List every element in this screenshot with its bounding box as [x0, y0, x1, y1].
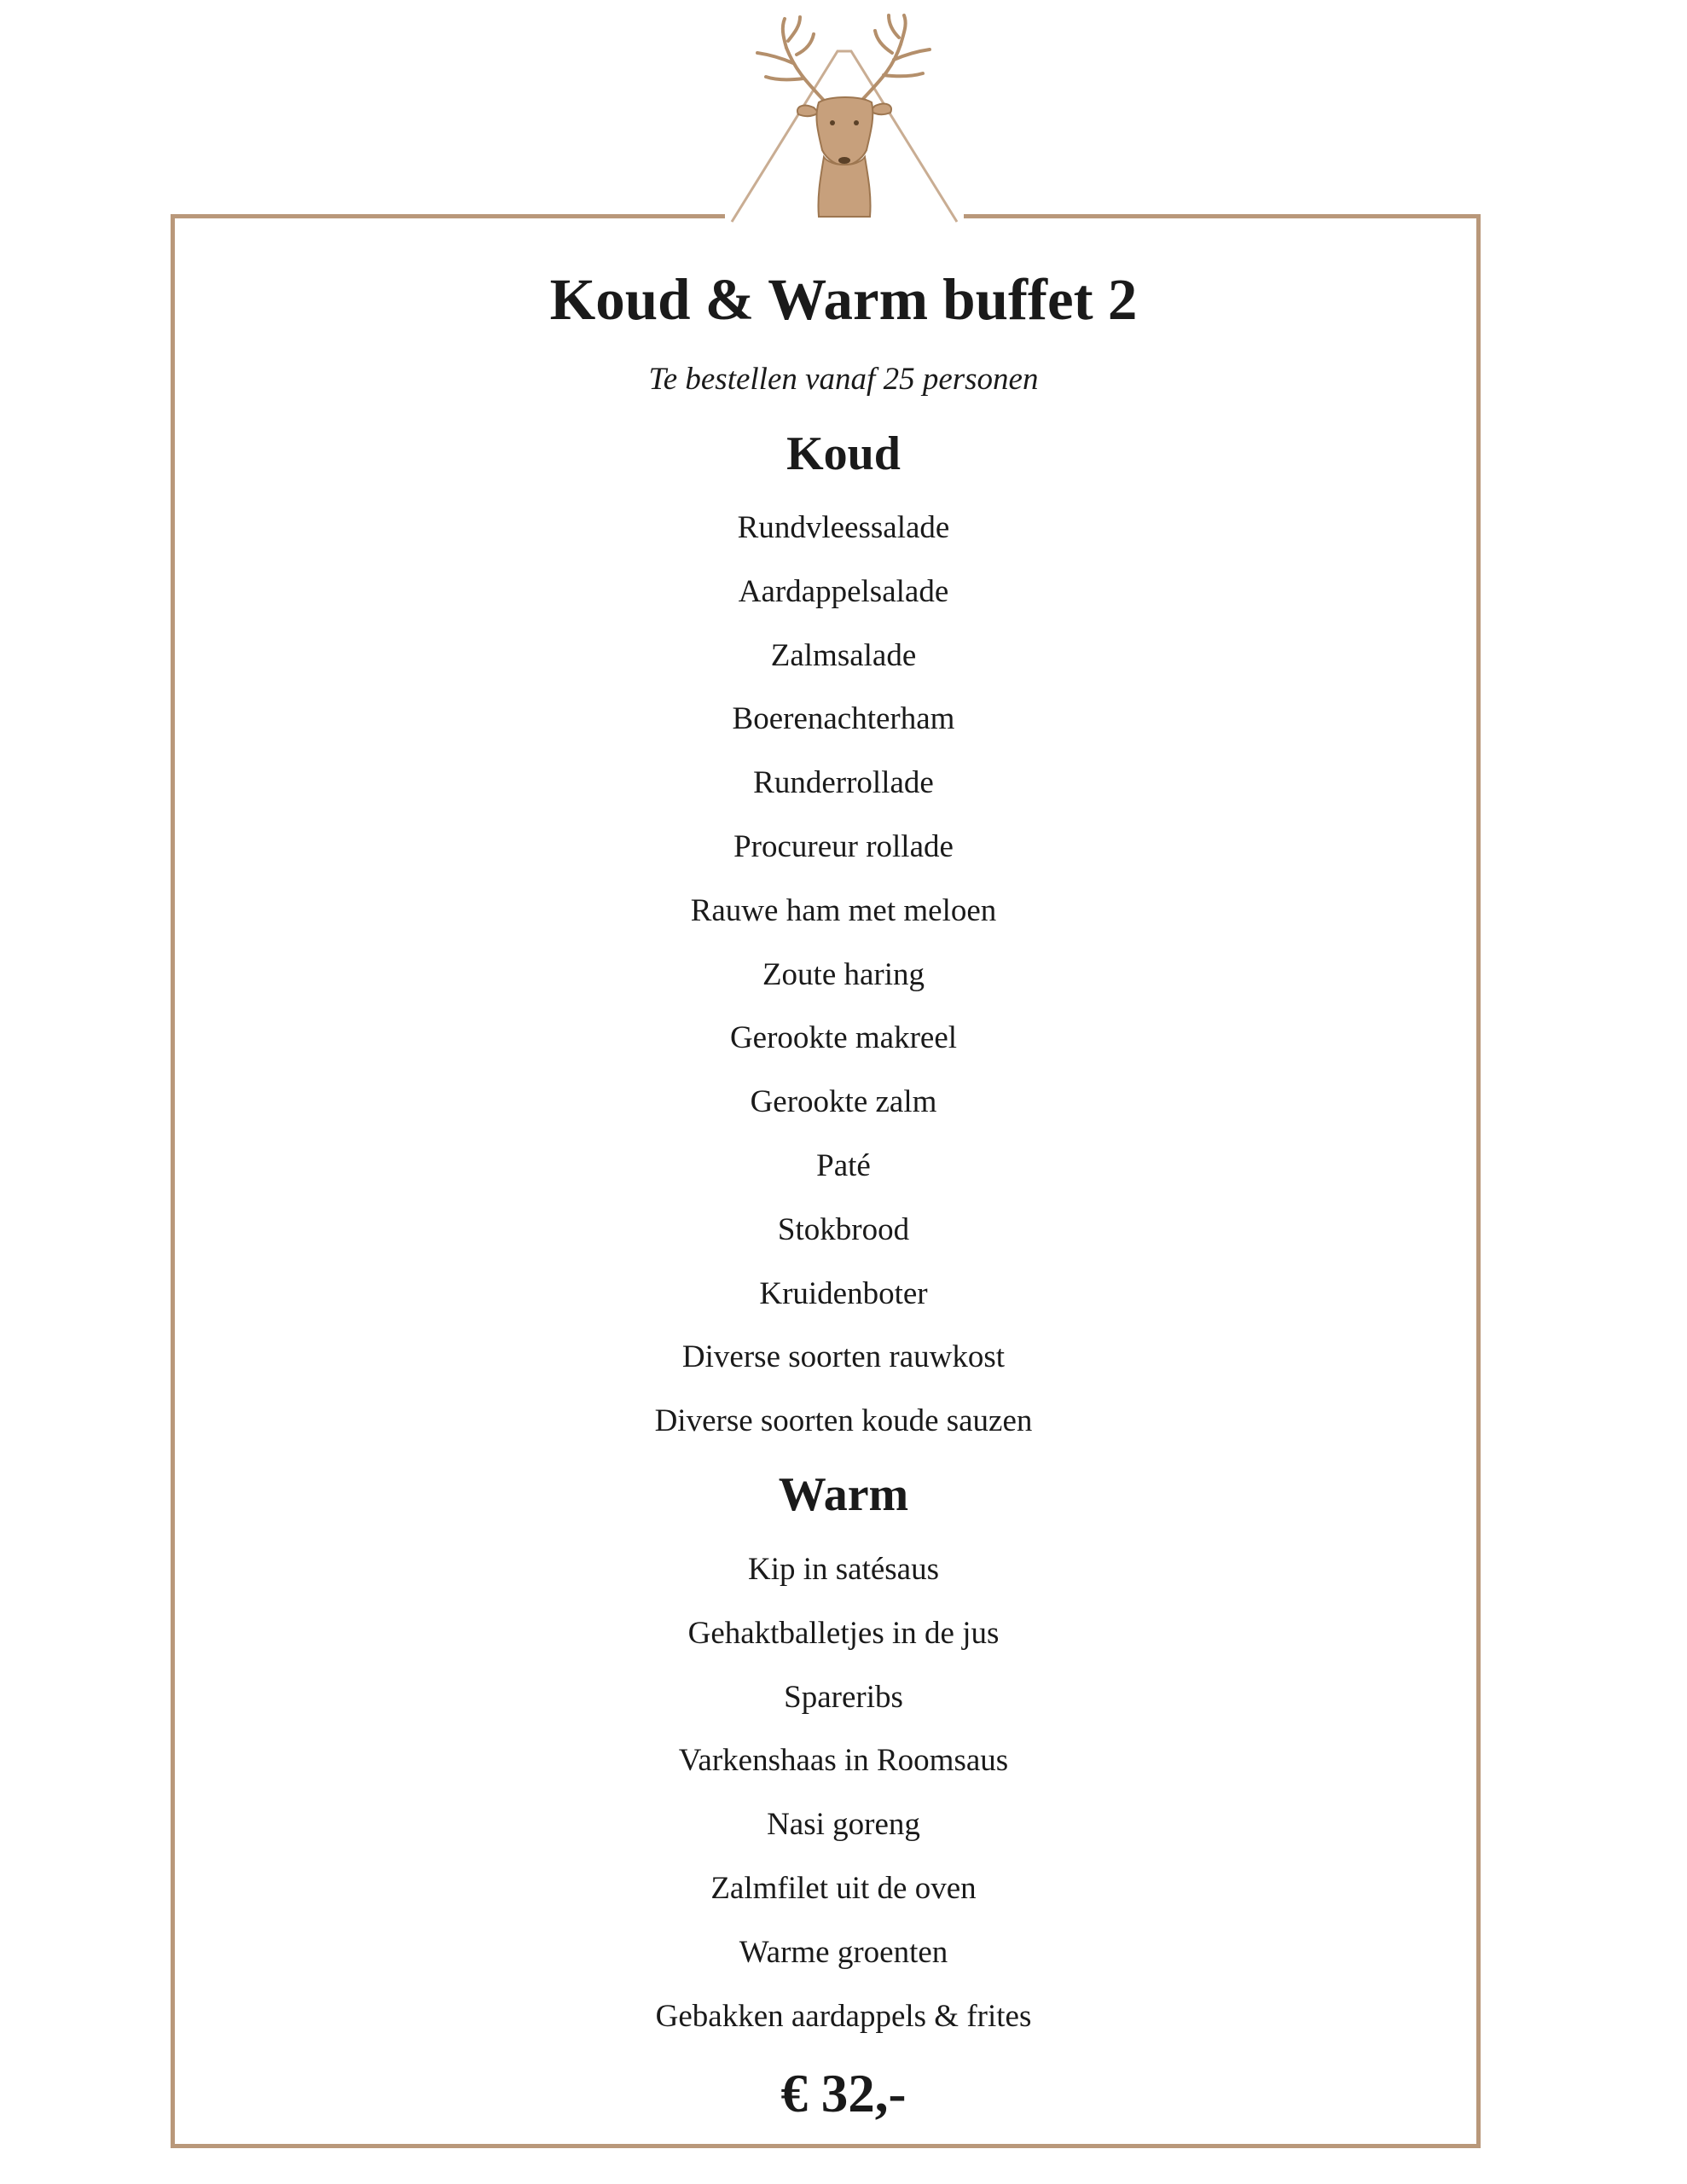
menu-item: Gerookte zalm	[750, 1084, 937, 1119]
section-heading-warm: Warm	[778, 1468, 909, 1521]
menu-item: Rundvleessalade	[737, 510, 950, 545]
menu-item: Varkenshaas in Roomsaus	[678, 1743, 1009, 1778]
menu-item: Paté	[816, 1148, 871, 1183]
menu-subtitle: Te bestellen vanaf 25 personen	[648, 362, 1039, 397]
menu-item: Kip in satésaus	[747, 1552, 940, 1587]
deer-head-icon	[725, 7, 964, 229]
menu-item: Zalmsalade	[770, 638, 917, 673]
menu-item: Diverse soorten koude sauzen	[654, 1403, 1033, 1438]
menu-item: Runderrollade	[753, 765, 934, 800]
menu-item: Diverse soorten rauwkost	[681, 1339, 1006, 1374]
menu-item: Rauwe ham met meloen	[690, 893, 997, 928]
menu-item: Warme groenten	[739, 1935, 948, 1970]
menu-item: Zalmfilet uit de oven	[710, 1871, 977, 1906]
section-heading-koud: Koud	[786, 427, 901, 480]
price: € 32,-	[780, 2064, 907, 2123]
menu-item: Nasi goreng	[767, 1807, 920, 1842]
menu-item: Procureur rollade	[733, 829, 954, 864]
menu-item: Zoute haring	[762, 957, 925, 992]
menu-item: Gerookte makreel	[729, 1020, 958, 1055]
menu-item: Stokbrood	[777, 1212, 910, 1247]
menu-item: Kruidenboter	[759, 1276, 928, 1311]
menu-item: Boerenachterham	[732, 701, 955, 736]
menu-item: Spareribs	[784, 1680, 903, 1715]
menu-title: Koud & Warm buffet 2	[549, 267, 1138, 332]
menu-item: Gebakken aardappels & frites	[655, 1999, 1032, 2034]
menu-item: Gehaktballetjes in de jus	[687, 1616, 1000, 1651]
menu-item: Aardappelsalade	[738, 574, 949, 609]
